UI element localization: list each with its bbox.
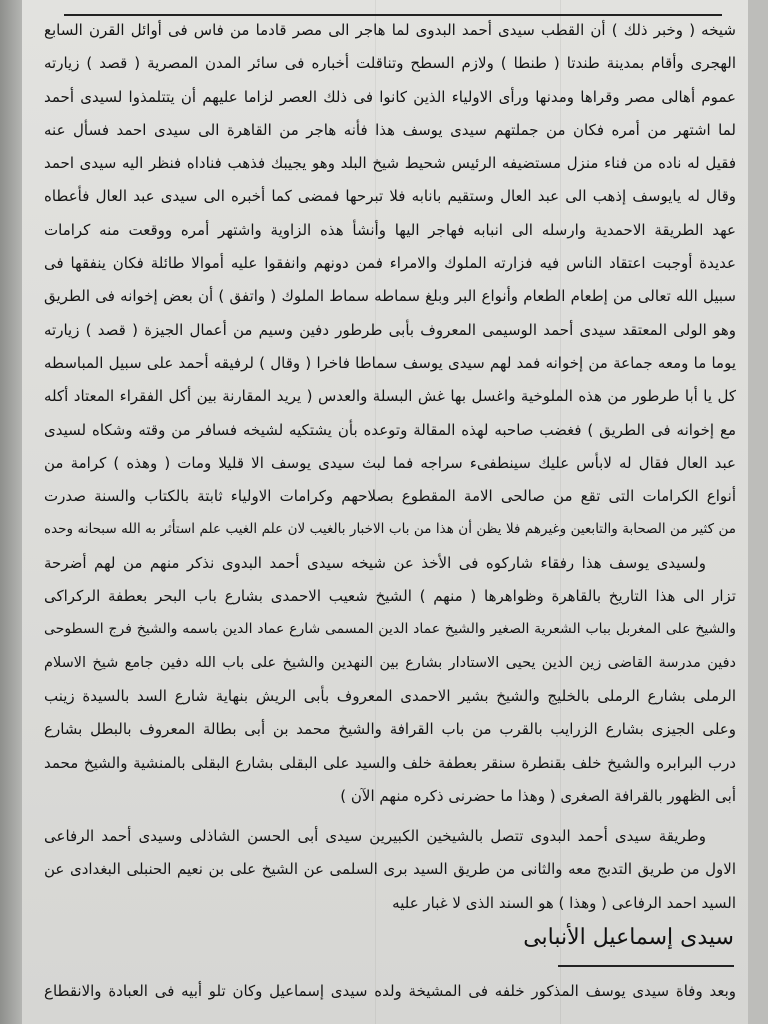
text-line: لما اشتهر من أمره فكان من جملتهم سيدى يوسف هذا فأنه هاجر من القاهرة الى سيدى احمد فسأل عنه: [44, 120, 736, 139]
text-line: دفين مدرسة القاضى زين الدين يحيى الاستادار بشارع بين النهدين والشيخ على باب الله دفين جامع شيخ الاسلام: [44, 654, 736, 671]
text-line: أنواع الكرامات التى تقع من صالحى الامة المقطوع بصلاحهم وكرامات الاولياء ثابتة بالكتاب والسنة صدرت: [44, 487, 736, 506]
page-left-edge: [0, 0, 24, 1024]
text-line: كل يا أبا طرطور من هذه الملوخية واغسل بها غش البسلة والعدس ( يريد المقارنة بين أكل الفقراء المعتاد أكله: [44, 387, 736, 406]
text-line: مع إخوانه فى الطريق ) فغضب صاحبه لهذه المقالة وتوعده بأن يشتكيه لشيخه فسافر من وقته وشكاه لسيدى: [44, 420, 736, 439]
text-line: وهو الولى المعتقد سيدى أحمد الوسيمى المعروف بأبى طرطور دفين وسيم من أعمال الجيزة ( قصد ) زيارته: [44, 320, 736, 339]
text-line: عديدة أوجبت اعتقاد الناس فيه فزارته الملوك والامراء فمن دونهم وانفقوا عليه أموالا طائلة فكان ينفقها فى: [44, 254, 736, 273]
paragraph-start-line: وطريقة سيدى أحمد البدوى تتصل بالشيخين الكبيرين سيدى أبى الحسن الشاذلى وسيدى أحمد الرفاعى: [44, 827, 706, 846]
text-line: تزار الى هذا التاريخ بالقاهرة وظواهرها ( منهم ) الشيخ شعيب الاحمدى بشارع باب البحر بعطفة الركراكى: [44, 587, 736, 606]
text-line: عهد الطريقة الاحمدية وارسله الى انبابه فهاجر اليها وأنشأ هذه الزاوية واشتهر أمره ووقعت منه كرامات: [44, 220, 736, 239]
page-right-edge: [748, 0, 768, 1024]
text-line: عموم أهالى مصر وقراها ومدنها ورأى الاولياء الذين كانوا فى ذلك العصر لزاما عليهم أن يتتلمذوا لسيدى أحمد: [44, 87, 736, 106]
text-line: أبى الظهور بالقرافة الصغرى ( وهذا ما حضرنى ذكره منهم الآن ): [340, 786, 736, 805]
text-line: السيد احمد الرفاعى ( وهذا ) هو السند الذى لا غبار عليه: [392, 893, 736, 912]
text-line: الهجرى وأقام بمدينة طندتا ( طنطا ) ولازم السطح وتناقلت أخباره فى سائر المدن المصرية ( قصد ) زيارته: [44, 54, 736, 73]
text-line: عبد العال فقال له لابأس عليك سينطفىء سراجه فما لبث سيدى يوسف الا قليلا ومات ( وهذه ) كرامة من: [44, 453, 736, 472]
text-line: يوما ما ومعه جماعة من إخوانه فمد لهم سيدى يوسف سماطا فاخرا ( وقال ) لرفيقه أحمد على سبيل المباسطه: [44, 353, 736, 372]
text-line: سبيل الله تعالى من إطعام الطعام وأنواع البر وبلغ سماطه سماط الملوك ( واتفق ) أن بعض إخوانه فى الطريق: [44, 287, 736, 306]
text-line: شيخه ( وخبر ذلك ) أن القطب سيدى أحمد البدوى لما هاجر الى مصر قادما من فاس فى أوائل القرن السابع: [44, 21, 736, 39]
text-line: الرملى بشارع الرملى بالخليج والشيخ بشير الاحمدى المعروف بأبى الريش بنهاية شارع السد بالسيدة زينب: [44, 686, 736, 705]
text-line: وبعد وفاة سيدى يوسف المذكور خلفه فى المشيخة ولده سيدى إسماعيل وكان تلو أبيه فى العبادة والانقطاع: [44, 982, 736, 1000]
text-line: فقيل له ناده من فناء منزل مستضيفه الرئيس شحيط شيخ البلد وهو يجيبك فذهب فناداه فنظر اليه سيدى احمد: [44, 154, 736, 173]
paragraph-start-line: ولسيدى يوسف هذا رفقاء شاركوه فى الأخذ عن شيخه سيدى أحمد البدوى نذكر منهم من لهم أضرحة: [44, 553, 706, 572]
text-line: وقال له يايوسف إذهب الى عبد العال وستقيم بانابه فلا تبرحها فمضى كما أخبره الى سيدى عبد العال فأعطاه: [44, 187, 736, 206]
text-line: من كثير من الصحابة والتابعين وغيرهم فلا يظن أن هذا من باب الاخبار بالغيب لان علم الغيب علم استأثر به الله سبحانه وحده: [44, 521, 736, 538]
section-title: سيدى إسماعيل الأنبابى: [523, 925, 734, 950]
section-title-underline: [558, 965, 734, 967]
text-line: وعلى الجيزى بشارع الزرايب بالقرب من باب القرافة والشيخ محمد بن أبى بطالة المعروف بالبطل بشارع: [44, 720, 736, 739]
text-line: الاول من طريق التدبج معه والثانى من طريق السيد برى السلمى عن الشيخ على بن نعيم الحنبلى البغدادى عن: [44, 860, 736, 879]
body-text: [44, 14, 736, 920]
text-line: درب البرابره والشيخ خلف بقنطرة سنقر بعطفة خلف والسيد على البقلى بشارع البقلى بالمنشية والشيخ محمد: [44, 753, 736, 772]
text-line: والشيخ على المغربل بباب الشعرية الصغير والشيخ عماد الدين المسمى شارع عماد الدين باسمه والشيخ فرج السطوحى: [44, 621, 736, 638]
